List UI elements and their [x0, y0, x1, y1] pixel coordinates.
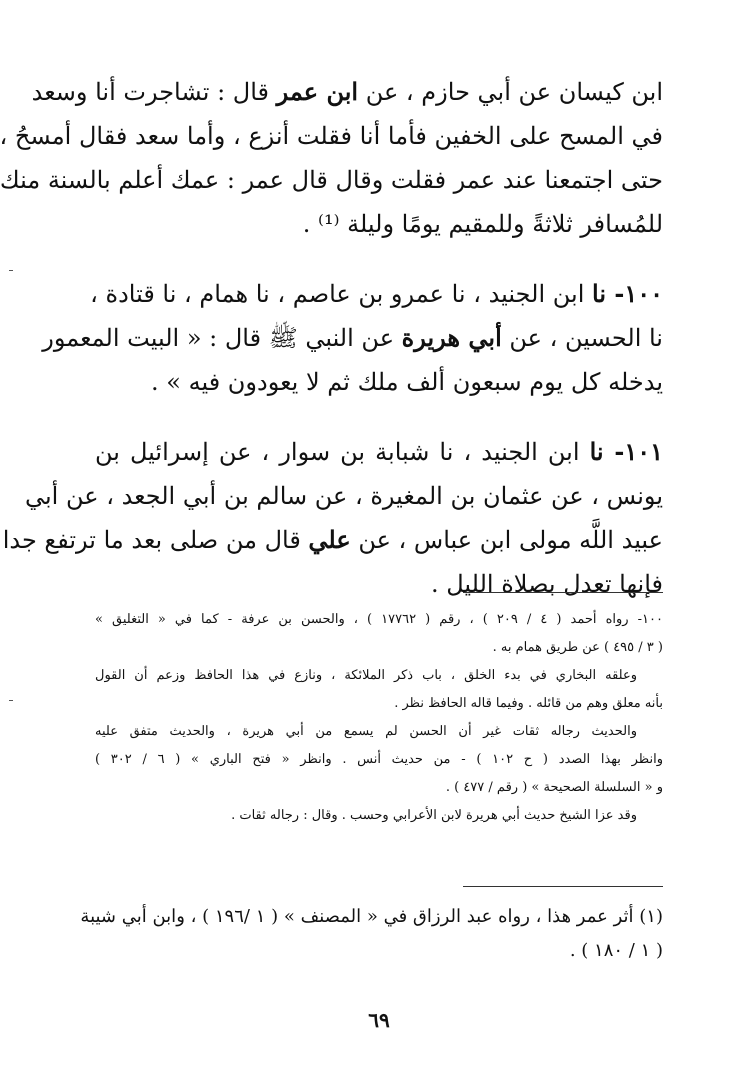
text-line: ابن كيسان عن أبي حازم ، عن ابن عمر قال : تشاجرت أنا وسعد: [31, 77, 663, 106]
text-line: ١٠٠- نا ابن الجنيد ، نا عمرو بن عاصم ، نا همام ، نا قتادة ،: [90, 279, 663, 308]
hadith-100: [42, 272, 663, 404]
note-line: والحديث رجاله ثقات غير أن الحسن لم يسمع من أبي هريرة ، والحديث متفق عليه: [95, 724, 637, 739]
note-line: بأنه معلق وهم من قائله . وفيما قاله الحافظ نظر .: [394, 696, 663, 711]
hadith-number: ١٠١- نا: [589, 437, 664, 466]
text-line: حتى اجتمعنا عند عمر فقلت وقال قال عمر : عمك أعلم بالسنة منك: [0, 166, 663, 194]
notes-divider: [463, 592, 663, 593]
main-text: [0, 70, 664, 606]
text-line: يدخله كل يوم سبعون ألف ملك ثم لا يعودون فيه » .: [151, 368, 663, 396]
paragraph-1: [0, 70, 663, 246]
text-line: في المسح على الخفين فأما أنا فقلت أنزع ، وأما سعد فقال أمسحُ ،: [0, 122, 663, 150]
text-line: ١٠١- نا ابن الجنيد ، نا شبابة بن سوار ، عن إسرائيل بن: [95, 437, 664, 466]
narrator-name: علي: [308, 525, 351, 554]
footnote-divider: [463, 886, 663, 887]
text-line: نا الحسين ، عن أبي هريرة عن النبي ﷺ قال : « البيت المعمور: [42, 323, 663, 352]
scan-edge-mark: [9, 700, 13, 701]
note-line: وقد عزا الشيخ حديث أبي هريرة لابن الأعرابي وحسب . وقال : رجاله ثقات .: [231, 808, 637, 823]
text-line: للمُسافر ثلاثةً وللمقيم يومًا وليلة ⁽¹⁾ .: [302, 210, 663, 238]
text-line: يونس ، عن عثمان بن المغيرة ، عن سالم بن أبي الجعد ، عن أبي: [25, 482, 663, 510]
hadith-notes: [95, 606, 663, 830]
footnote-line: (١) أثر عمر هذا ، رواه عبد الرزاق في « المصنف » ( ١ /١٩٦ ) ، وابن أبي شيبة: [80, 906, 663, 927]
note-line: و « السلسلة الصحيحة » ( رقم / ٤٧٧ ) .: [445, 780, 663, 795]
text-line: عبيد اللَّه مولى ابن عباس ، عن علي قال من صلى بعد ما ترتفع جدا: [2, 525, 663, 554]
hadith-number: ١٠٠- نا: [592, 279, 663, 308]
scan-edge-mark: [9, 270, 13, 271]
footnote-line: ( ١ / ١٨٠ ) .: [569, 940, 663, 961]
note-line: وعلقه البخاري في بدء الخلق ، باب ذكر الملائكة ، ونازع في هذا الحافظ وزعم أن القول: [95, 668, 637, 683]
text-line: فإنها تعدل بصلاة الليل .: [430, 570, 663, 598]
narrator-name: أبي هريرة: [401, 323, 502, 352]
note-line: وانظر بهذا الصدد ( ح ١٠٢ ) - من حديث أنس . وانظر « فتح الباري » ( ٦ / ٣٠٢ ): [95, 752, 663, 767]
page-number: ٦٩: [368, 1008, 390, 1032]
narrator-name: ابن عمر: [276, 77, 359, 106]
hadith-101: [2, 430, 664, 606]
footnote: [80, 900, 663, 968]
note-line: ( ٣ / ٤٩٥ ) عن طريق همام به .: [492, 640, 663, 655]
note-line: ١٠٠- رواه أحمد ( ٤ / ٢٠٩ ) ، رقم ( ١٧٧٦٢ ) ، والحسن بن عرفة - كما في « التغليق »: [95, 612, 663, 627]
